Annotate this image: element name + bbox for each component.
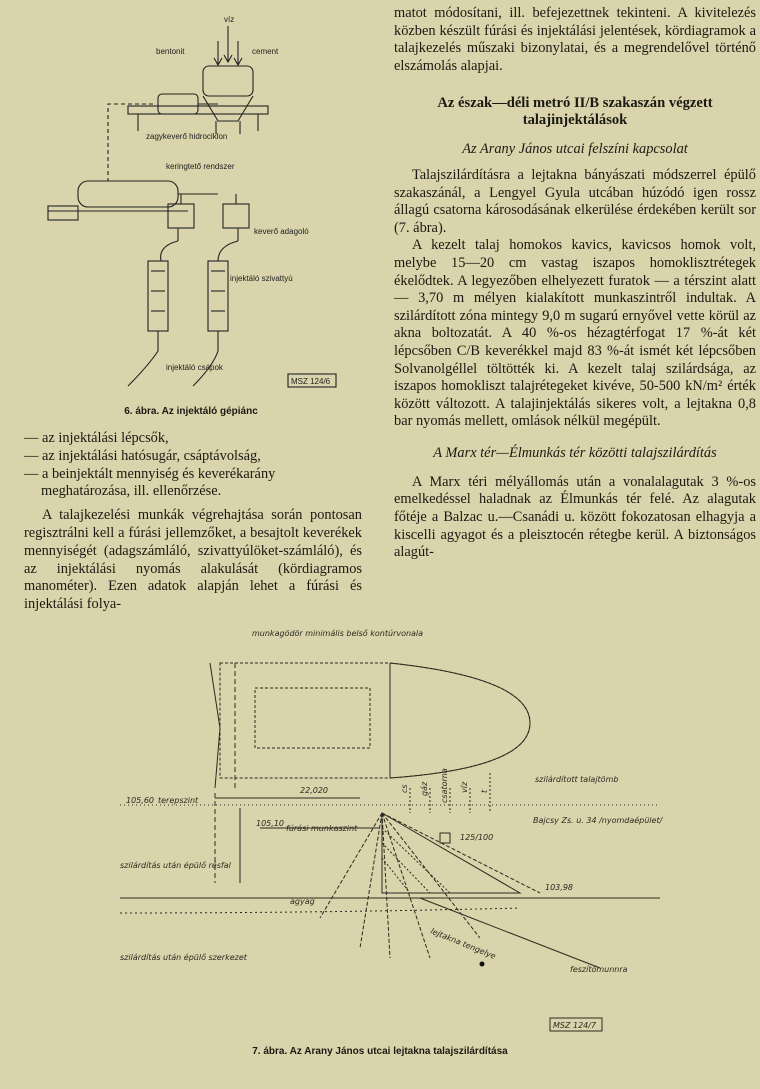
label-level1: 105,60 <box>126 796 154 805</box>
figure-6-drawing <box>18 6 364 406</box>
figure-7-code: MSZ 124/7 <box>553 1021 597 1030</box>
paragraph: A Marx téri mélyállomás után a vonalalagutak 3 %-os emelkedéssel haladnak az Élmunkás tér felé. Az alagutak főtéje a Balzac u.—Csanádi u. között fokozatosan elhagyja a kiscelli agyagot és a pleisztocén rétegbe kerül. A biztonságos alagút- <box>394 473 756 561</box>
label-pump: injektáló szivattyú <box>230 274 293 283</box>
label-tap: injektáló csápok <box>166 363 223 372</box>
figure-7 <box>120 628 760 1048</box>
label-building: Bajcsy Zs. u. 34 /nyomdaépület/ <box>533 816 663 825</box>
label-pipe: 125/100 <box>460 833 494 842</box>
figure-6-caption: 6. ábra. Az injektáló gépiánc <box>124 406 258 417</box>
label-res: szilárdítás után épülő résfal <box>120 861 231 870</box>
label-elev: 103,98 <box>545 883 573 892</box>
label-bentonite: bentonit <box>156 47 185 56</box>
paragraph: matot módosítani, ill. befejezettnek tekinteni. A kivitelezés közben készült fúrási és injektálási jelentések, kördiagramok a talajkezelés műszaki bizonylatai, és a megrendelővel történő elszámolás alapjai. <box>394 5 756 74</box>
marker-dot <box>480 962 485 967</box>
list-item: meghatározása, ill. ellenőrzése. <box>41 483 222 500</box>
label-mixer-dosing: keverő adagoló <box>254 227 309 236</box>
label-dist: 22,020 <box>300 786 328 795</box>
subsection-title: Az Arany János utcai felszíni kapcsolat <box>462 141 688 158</box>
label-water: víz <box>224 15 235 24</box>
label-utility: cs <box>400 784 409 793</box>
section-title: Az észak—déli metró II/B szakaszán végzett talajinjektálások <box>437 95 713 129</box>
label-circulation: keringtető rendszer <box>166 162 235 171</box>
subsection-title: A Marx tér—Élmunkás tér közötti talajszilárdítás <box>433 444 717 461</box>
label-work-level: fúrási munkaszint <box>286 824 358 833</box>
paragraph: A talajkezelési munkák végrehajtása során pontosan regisztrálni kell a fúrási jellemzőket, a besajtolt keverékek mennyiségét (adagszámláló, szivattyúlöket-számláló), és az injektálási nyomás alakulását (kördiagramos manométer). Ezen adatok alapján lehet a fúrási és injektálási folya- <box>24 507 362 613</box>
list-item: — az injektálási hatósugár, csáptávolság, <box>24 447 261 464</box>
label-slope: lejtakna tengelye <box>429 926 498 961</box>
label-escalator: feszítőmunnra <box>570 965 628 974</box>
figure-7-drawing <box>120 628 760 1048</box>
label-work: 105,10 <box>256 819 284 828</box>
label-utility: gáz <box>420 781 429 796</box>
right-column-text <box>394 5 756 562</box>
label-tunnel: szilárdítás után épülő szerkezet <box>120 953 247 962</box>
label-utility: t <box>480 789 489 793</box>
label-mixer: zagykeverő hidrociklon <box>146 132 228 141</box>
label-pit: munkagödör minimális belső kontúrvonala <box>252 629 424 638</box>
label-cement: cement <box>252 47 279 56</box>
left-column-text <box>24 430 362 614</box>
figure-6 <box>18 6 364 416</box>
label-block: szilárdított talajtömb <box>535 775 619 784</box>
label-agyag: agyag <box>290 897 315 906</box>
figure-7-caption: 7. ábra. Az Arany János utcai lejtakna talajszilárdítása <box>252 1046 508 1057</box>
paragraph: Talajszilárdításra a lejtakna bányászati módszerrel épülő szakaszánál, a Lengyel Gyula utcában húzódó igen rossz állagú csatorna károsodásának elkerülése érdekében került sor (7. ábra). <box>394 166 756 236</box>
label-utility: csatorna <box>440 768 449 803</box>
label-terrain: terepszint <box>158 796 199 805</box>
paragraph: A kezelt talaj homokos kavics, kavicsos homok volt, melybe 15—20 cm vastag iszapos homoklisztrétegek ékelődtek. A legyezőben elhelyezett furatok — a térszint alatt— 3,70 m mélyen kialakított munkaszintről indultak. A szilárdított zóna mintegy 9,0 m sugarú ernyővel vette körül az akna boltozatát. A 40 %-os hézagtérfogat 17 %-át két lépcsőben C/B keverékkel majd 83 %-át ismét két lépcsőben Solvanolgéllel töltötték ki. A kezelt talaj szilárdsága, az iszapos homokliszt talajrétegeket kivéve, 50-500 kN/m² érték között változott. A talajinjektálás sikeres volt, a lejtakna 0,8 bar nyomás mellett, omlások nélkül megépült. <box>394 237 756 430</box>
figure-6-code: MSZ 124/6 <box>291 377 331 386</box>
label-utility: víz <box>460 781 469 793</box>
list-item: — a beinjektált mennyiség és keverékarány <box>24 465 276 482</box>
list-item: — az injektálási lépcsők, <box>24 430 169 446</box>
